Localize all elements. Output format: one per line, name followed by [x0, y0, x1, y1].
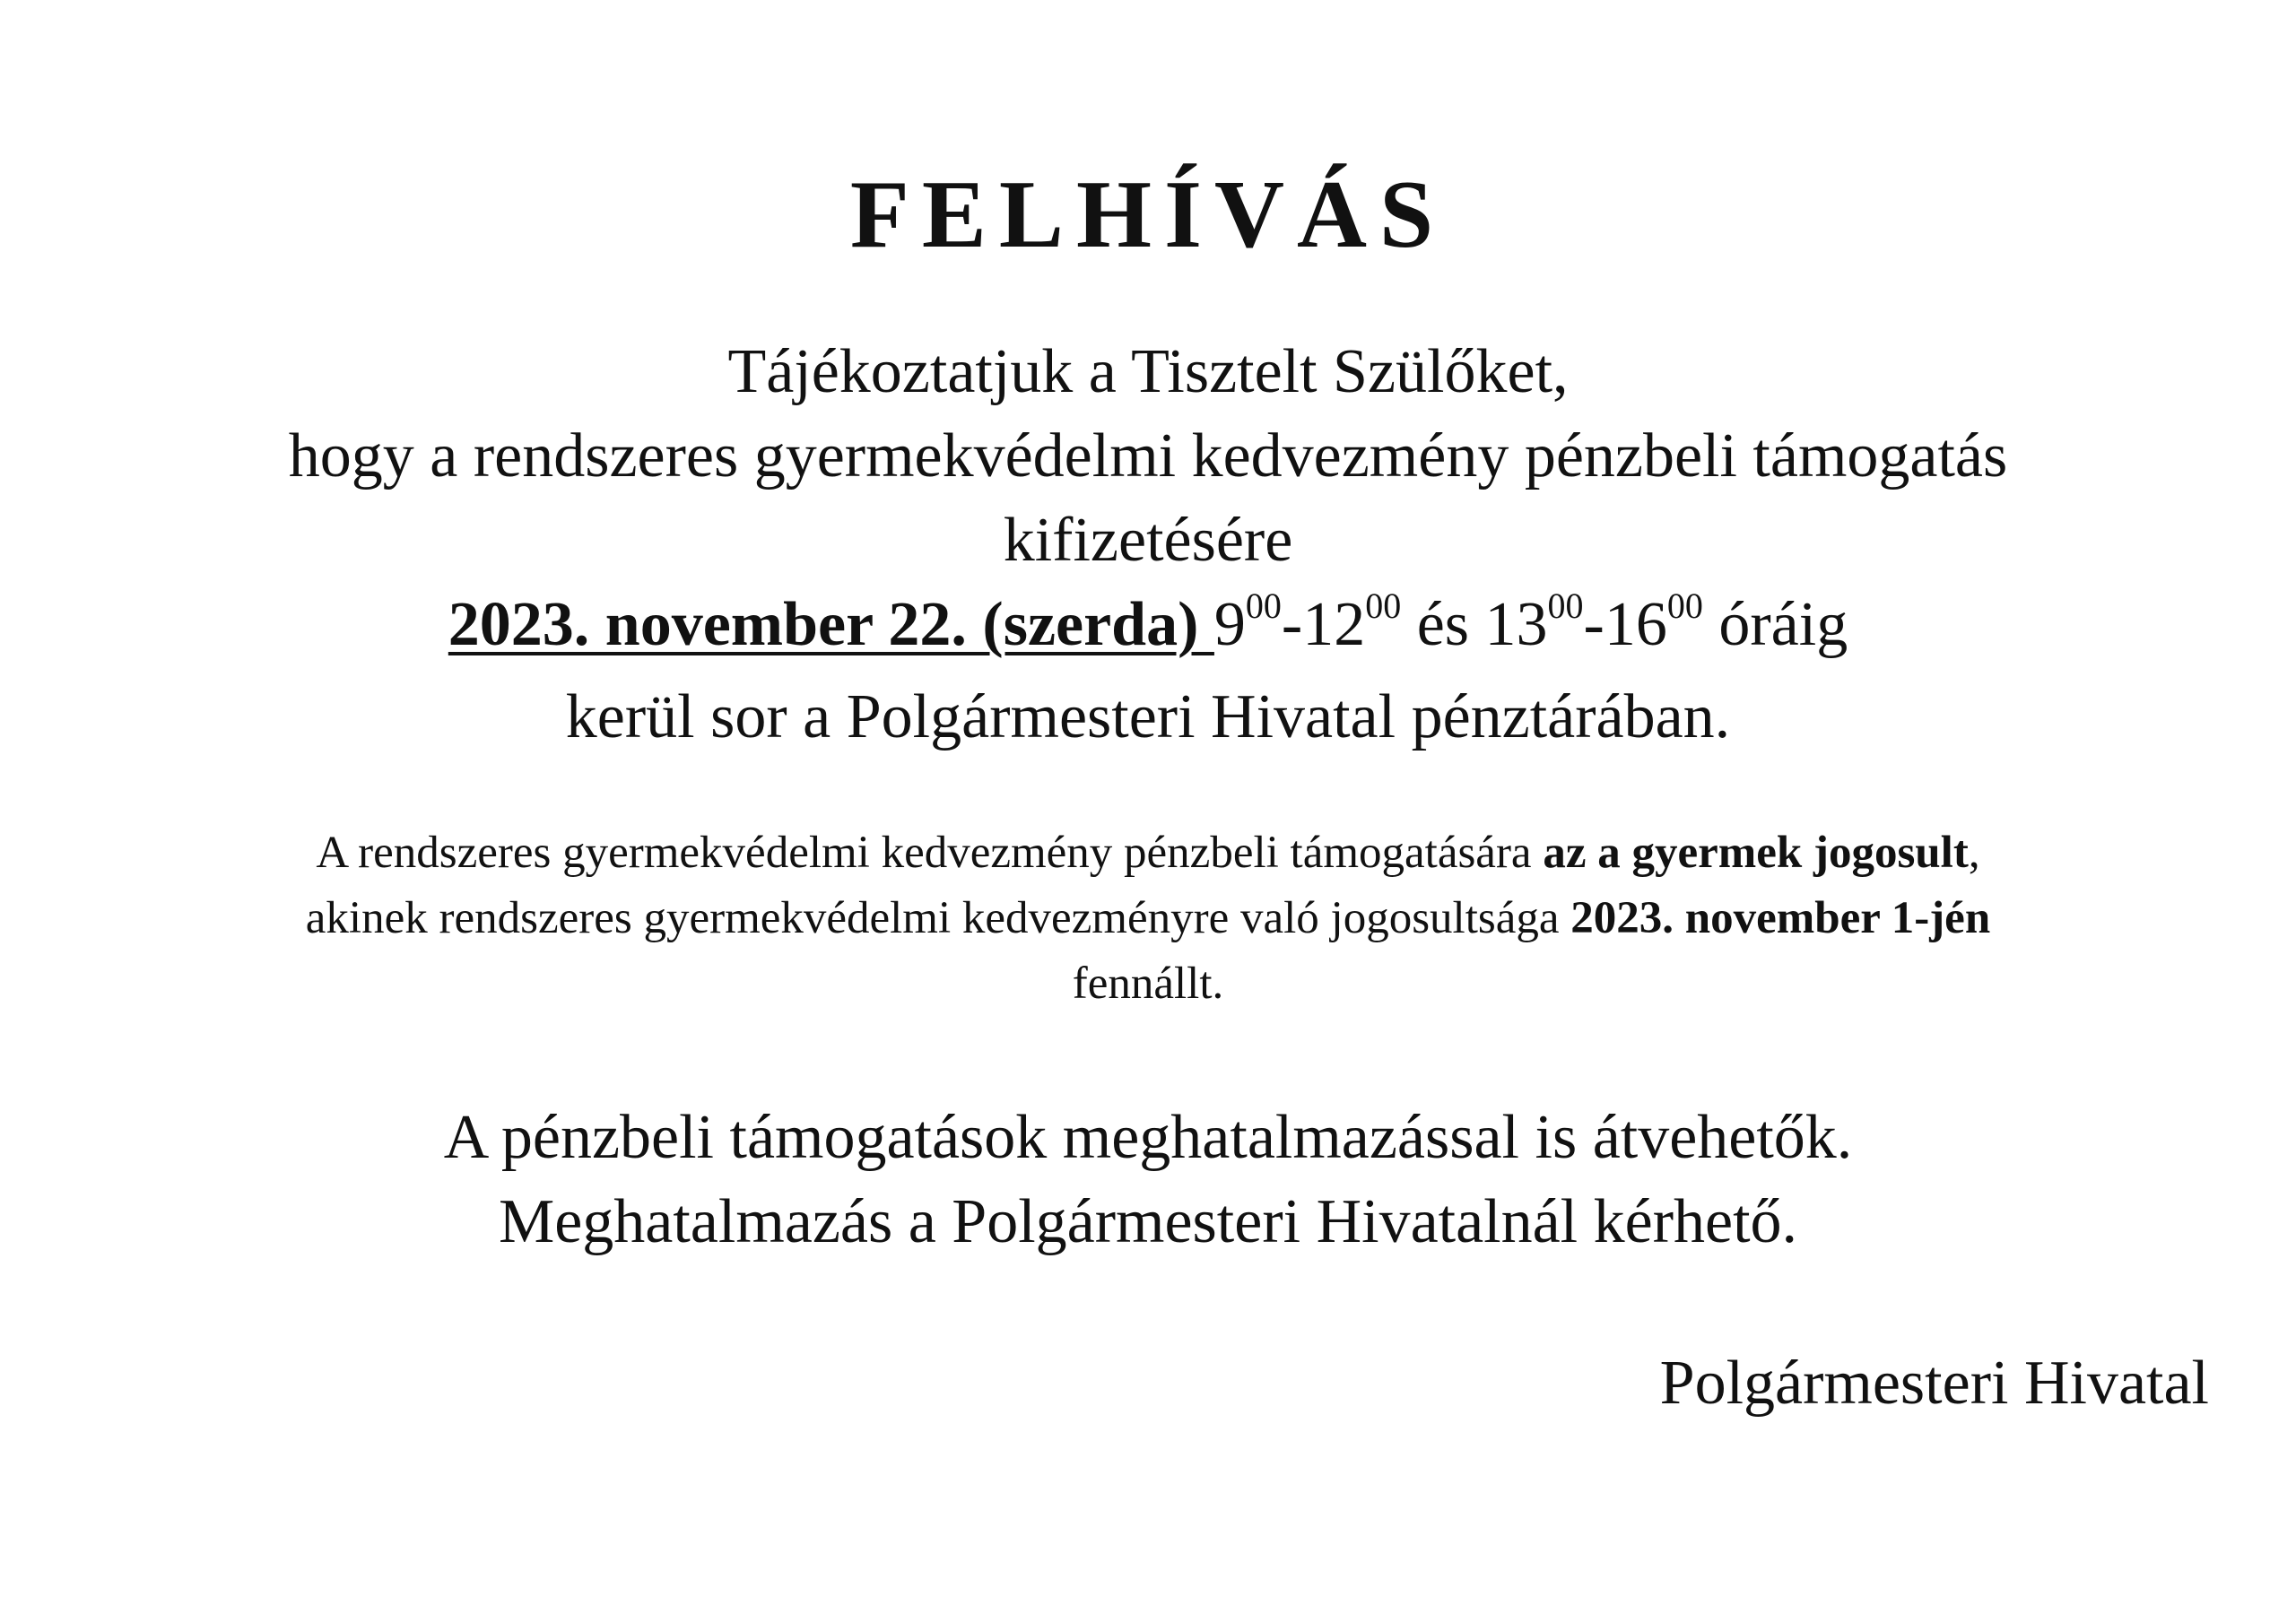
eligibility-paragraph: [0, 820, 2296, 1017]
eligibility-line-2: [0, 886, 2296, 951]
until-word: óráig: [1702, 590, 1848, 659]
signature: Polgármesteri Hivatal: [1659, 1349, 2209, 1418]
proxy-line-2: Meghatalmazás a Polgármesteri Hivatalnál kérhető.: [498, 1187, 1798, 1256]
eligibility-line-1: [0, 820, 2296, 886]
eligibility-line-1-text: A rendszeres gyermekvédelmi kedvezmény pénzbeli támogatására: [316, 828, 1544, 878]
time-start-hour: 9: [1213, 590, 1246, 659]
time-end-hour: 12: [1302, 590, 1366, 659]
eligibility-line-2-text: akinek rendszeres gyermekvédelmi kedvezményre való jogosultsága: [305, 893, 1571, 943]
eligibility-line-1-bold: az a gyermek jogosult: [1543, 828, 1969, 878]
eligibility-line-1-end: ,: [1968, 828, 1980, 878]
proxy-paragraph: [0, 1096, 2296, 1264]
time-dash-2: -: [1583, 590, 1605, 659]
intro-line-5: kerül sor a Polgármesteri Hivatal pénztárában.: [565, 682, 1731, 751]
payment-schedule-line: [0, 583, 2296, 675]
time-end-minutes-2: 00: [1666, 586, 1703, 626]
time-start-minutes: 00: [1245, 586, 1282, 626]
proxy-line-1: A pénzbeli támogatások meghatalmazással is átvehetők.: [443, 1103, 1853, 1172]
eligibility-line-3: fennállt.: [1072, 959, 1224, 1009]
intro-line-3: kifizetésére: [1003, 506, 1293, 575]
time-start-hour-2: 13: [1484, 590, 1548, 659]
intro-line-2: hogy a rendszeres gyermekvédelmi kedvezmény pénzbeli támogatás: [288, 421, 2008, 490]
time-start-minutes-2: 00: [1547, 586, 1584, 626]
time-end-minutes: 00: [1365, 586, 1402, 626]
notice-title: FELHÍVÁS: [849, 161, 1447, 268]
eligibility-date: 2023. november 1-jén: [1570, 893, 1991, 943]
and-word: és: [1401, 590, 1485, 659]
time-end-hour-2: 16: [1604, 590, 1667, 659]
time-dash-1: -: [1281, 590, 1303, 659]
intro-paragraph: [0, 330, 2296, 759]
intro-line-1: Tájékoztatjuk a Tisztelt Szülőket,: [727, 337, 1569, 406]
payment-date: 2023. november 22. (szerda): [448, 590, 1214, 659]
